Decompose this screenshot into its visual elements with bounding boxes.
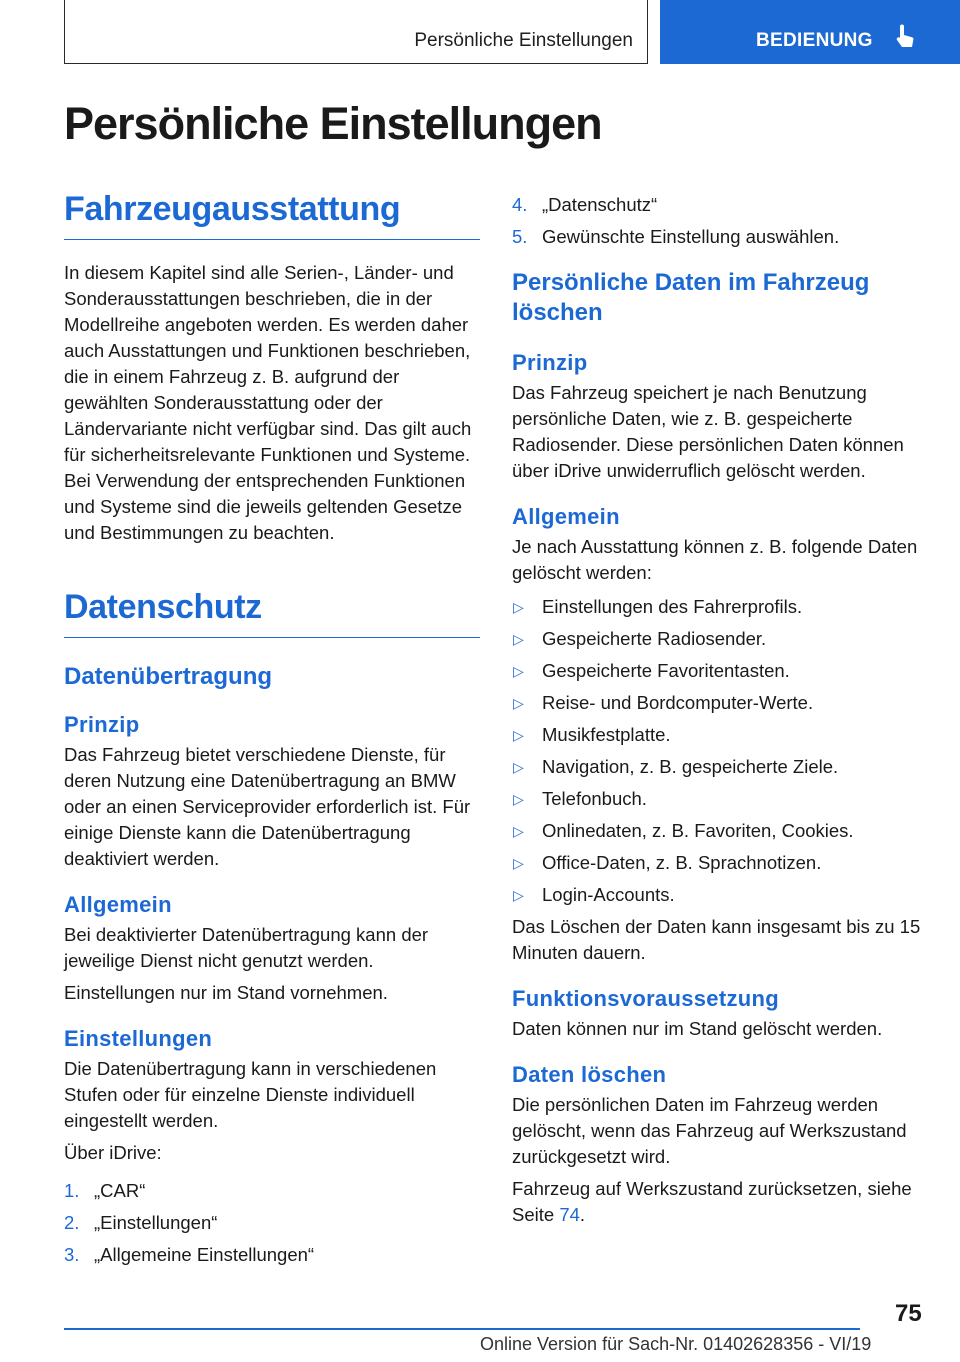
paragraph-allgemein-2: Einstellungen nur im Stand vornehmen.	[64, 982, 388, 1003]
steps-list-left	[64, 1178, 480, 1268]
bullet-text: Reise- und Bordcomputer-Werte.	[542, 692, 814, 713]
paragraph-allgemein-1: Bei deaktivierter Datenübertragung kann der jeweilige Dienst nicht genutzt werden.	[64, 924, 429, 971]
list-item	[64, 1210, 480, 1236]
zuruecksetzen-text: Fahrzeug auf Werkszustand zurücksetzen, siehe Seite	[512, 1178, 912, 1225]
step-text: „Datenschutz“	[542, 194, 658, 215]
step-text: „Allgemeine Einstellungen“	[94, 1244, 315, 1265]
step-number: 2.	[64, 1212, 80, 1233]
zuruecksetzen-end: .	[579, 1204, 586, 1225]
heading-prinzip: Prinzip	[512, 350, 588, 375]
triangle-bullet-icon: ▷	[513, 599, 524, 615]
paragraph-fahrzeugausstattung: In diesem Kapitel sind alle Serien-, Länder- und Sonderausstattungen beschrieben, die in der Modellreihe angeboten werden. Es werden daher auch Ausstattungen und Funktionen beschrieben, die in einem Fahrzeug z. B. aufgrund der gewählten Sonderausstattung oder der Ländervariante nicht verfügbar sind. Das gilt auch für sicherheitsrelevante Funktionen und Systeme. Bei Verwendung der entsprechenden Funktionen und Systeme sind die jeweils geltenden Gesetze und Bestimmungen zu beachten.	[64, 262, 472, 543]
bullet-text: Navigation, z. B. gespeicherte Ziele.	[542, 756, 839, 777]
paragraph-zuruecksetzen	[512, 1176, 924, 1228]
triangle-bullet-icon: ▷	[513, 663, 524, 679]
bullet-text: Musikfestplatte.	[542, 724, 671, 745]
list-item	[512, 754, 924, 780]
bullet-text: Gespeicherte Radiosender.	[542, 628, 767, 649]
paragraph-funktionsvoraussetzung: Daten können nur im Stand gelöscht werden.	[512, 1018, 883, 1039]
left-column	[64, 190, 480, 1274]
steps-list-right	[512, 192, 924, 250]
bullet-text: Gespeicherte Favoritentasten.	[542, 660, 790, 681]
heading-fahrzeugausstattung: Fahrzeugausstattung	[64, 190, 480, 240]
paragraph-daten-loeschen: Die persönlichen Daten im Fahrzeug werden gelöscht, wenn das Fahrzeug auf Werkszustand zurückgesetzt wird.	[512, 1094, 907, 1167]
paragraph-prinzip: Das Fahrzeug bietet verschiedene Dienste, für deren Nutzung eine Datenübertragung an BMW oder an einen Serviceprovider erforderlich ist. Für einige Dienste kann die Datenübertragung deaktiviert werden.	[64, 744, 471, 869]
list-item	[512, 626, 924, 652]
page-number: 75	[895, 1300, 922, 1327]
page-reference-link[interactable]: 74	[559, 1204, 580, 1225]
deletable-data-list	[512, 594, 924, 908]
triangle-bullet-icon: ▷	[513, 887, 524, 903]
paragraph-dauer: Das Löschen der Daten kann insgesamt bis zu 15 Minuten dauern.	[512, 916, 921, 963]
heading-datenuebertragung: Datenübertragung	[64, 663, 273, 690]
header-section-title: Persönliche Einstellungen	[414, 30, 633, 51]
list-item	[512, 882, 924, 908]
bullet-text: Telefonbuch.	[542, 788, 647, 809]
bullet-text: Einstellungen des Fahrerprofils.	[542, 596, 803, 617]
bullet-text: Onlinedaten, z. B. Favoriten, Cookies.	[542, 820, 854, 841]
step-text: Gewünschte Einstellung auswählen.	[542, 226, 840, 247]
list-item	[512, 786, 924, 812]
step-text: „CAR“	[94, 1180, 146, 1201]
heading-einstellungen: Einstellungen	[64, 1026, 213, 1051]
hand-pointer-icon	[894, 24, 916, 50]
heading-funktionsvoraussetzung: Funktionsvoraussetzung	[512, 986, 779, 1011]
list-item	[512, 594, 924, 620]
triangle-bullet-icon: ▷	[513, 759, 524, 775]
triangle-bullet-icon: ▷	[513, 727, 524, 743]
header-chapter-tab[interactable]	[660, 0, 960, 64]
list-item	[512, 224, 924, 250]
step-number: 5.	[512, 226, 528, 247]
list-item	[64, 1178, 480, 1204]
step-number: 4.	[512, 194, 528, 215]
step-number: 3.	[64, 1244, 80, 1265]
list-item	[512, 818, 924, 844]
triangle-bullet-icon: ▷	[513, 855, 524, 871]
bullet-text: Login-Accounts.	[542, 884, 675, 905]
list-item	[512, 658, 924, 684]
triangle-bullet-icon: ▷	[513, 695, 524, 711]
footer-divider	[64, 1328, 860, 1330]
list-item	[512, 850, 924, 876]
heading-daten-loeschen: Daten löschen	[512, 1062, 667, 1087]
heading-datenschutz: Datenschutz	[64, 588, 480, 638]
list-item	[512, 192, 924, 218]
heading-prinzip: Prinzip	[64, 712, 140, 737]
bullet-text: Office-Daten, z. B. Sprachnotizen.	[542, 852, 822, 873]
paragraph-idrive: Über iDrive:	[64, 1142, 162, 1163]
header-chapter-label: BEDIENUNG	[756, 30, 873, 51]
triangle-bullet-icon: ▷	[513, 823, 524, 839]
list-item	[512, 722, 924, 748]
list-item	[512, 690, 924, 716]
paragraph-einstellungen: Die Datenübertragung kann in verschiedenen Stufen oder für einzelne Dienste individuell eingestellt werden.	[64, 1058, 437, 1131]
heading-allgemein: Allgemein	[64, 892, 172, 917]
list-item	[64, 1242, 480, 1268]
step-text: „Einstellungen“	[94, 1212, 218, 1233]
triangle-bullet-icon: ▷	[513, 631, 524, 647]
triangle-bullet-icon: ▷	[513, 791, 524, 807]
footer-online-version: Online Version für Sach-Nr. 01402628356 - VI/19	[480, 1334, 872, 1354]
heading-allgemein: Allgemein	[512, 504, 620, 529]
step-number: 1.	[64, 1180, 80, 1201]
paragraph-allgemein: Je nach Ausstattung können z. B. folgende Daten gelöscht werden:	[512, 536, 918, 583]
paragraph-prinzip: Das Fahrzeug speichert je nach Benutzung persönliche Daten, wie z. B. gespeicherte Radiosender. Diese persönlichen Daten können über iDrive unwiderruflich gelöscht werden.	[512, 382, 904, 481]
heading-daten-loeschen-section: Persönliche Daten im Fahrzeug löschen	[512, 269, 870, 326]
page-title: Persönliche Einstellungen	[64, 98, 602, 149]
right-column	[512, 192, 924, 1228]
header-section-box	[64, 0, 648, 64]
